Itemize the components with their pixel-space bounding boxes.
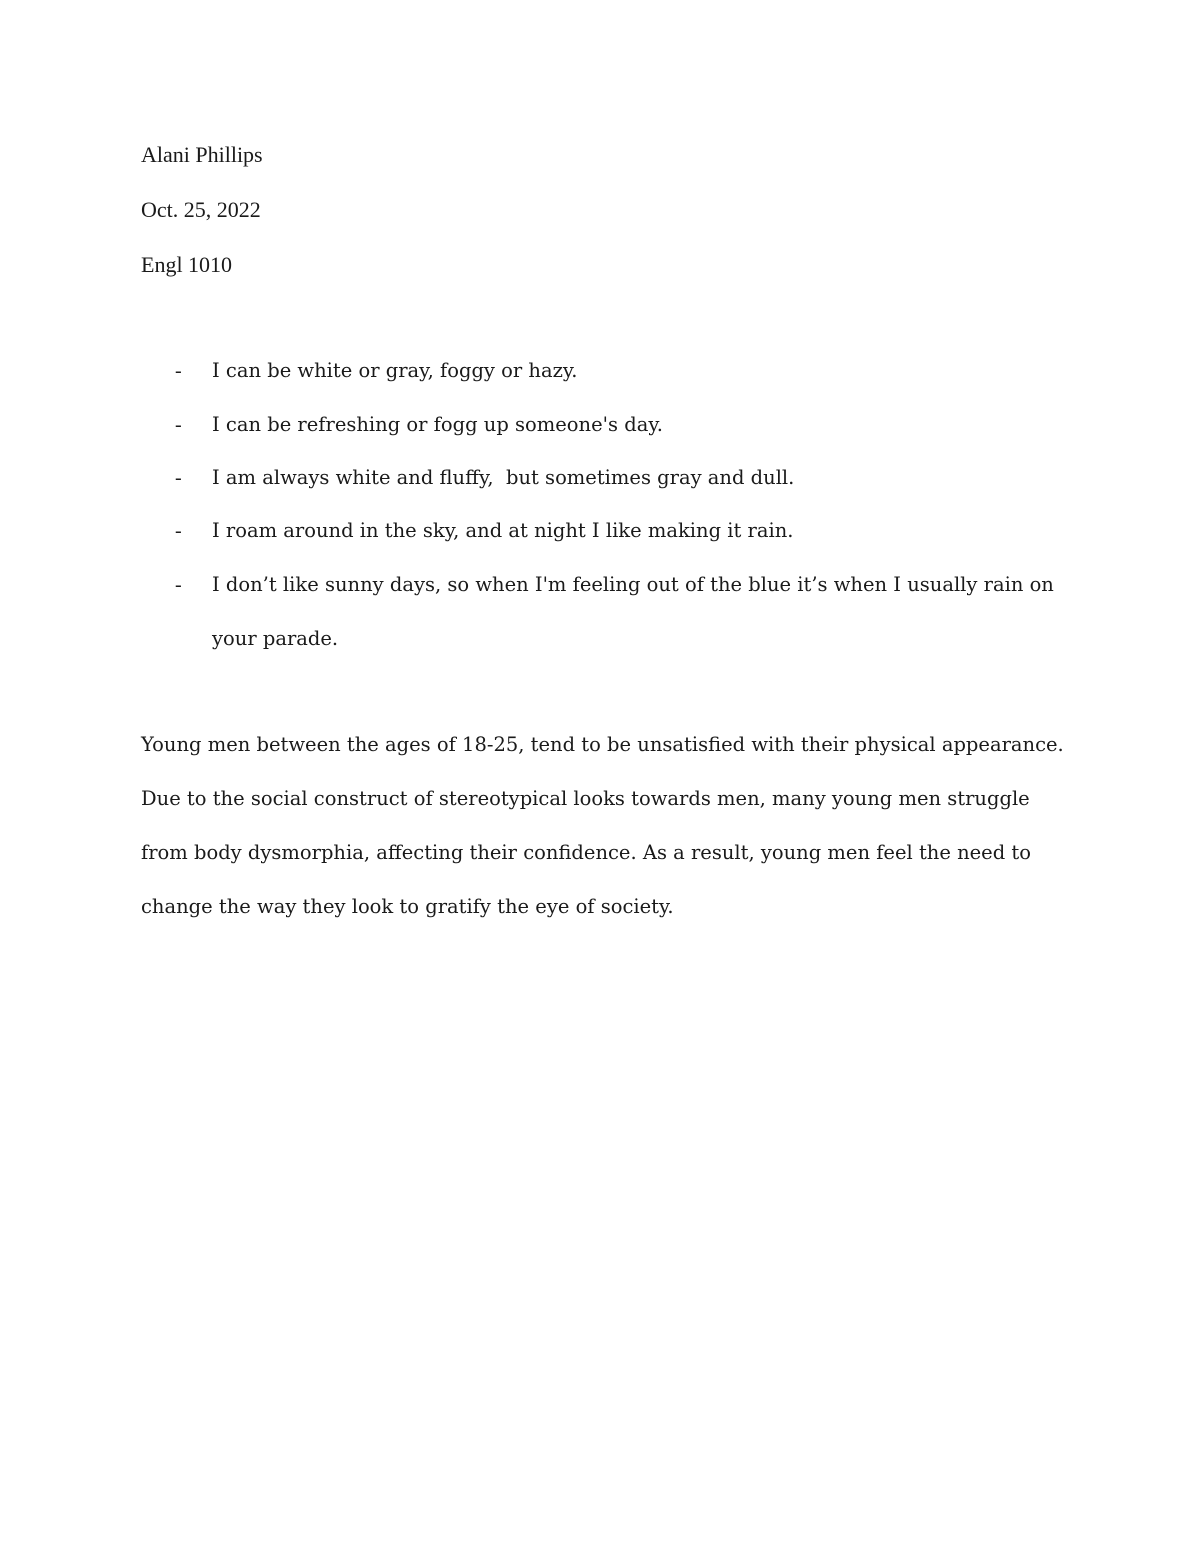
list-item-text: I am always white and fluffy, but sometimes gray and dull. (212, 466, 795, 489)
bullet-dash: - (175, 467, 182, 489)
list-item-text: I don’t like sunny days, so when I'm feeling out of the blue it’s when I usually rain on your parade. (212, 573, 1054, 650)
body-paragraph: Young men between the ages of 18-25, tend to be unsatisfied with their physical appearance. Due to the social construct of stereotypical looks towards men, many young men struggle from body dysmorphia, affecting their confidence. As a result, young men feel the need to change the way they look to gratify the eye of society. (141, 733, 1064, 918)
list-item-text: I roam around in the sky, and at night I like making it rain. (212, 519, 794, 542)
author-name: Alani Phillips (141, 142, 263, 167)
list-item-text: I can be refreshing or fogg up someone's day. (212, 413, 663, 436)
bullet-dash: - (175, 574, 182, 596)
course-name: Engl 1010 (141, 252, 233, 277)
document-date: Oct. 25, 2022 (141, 197, 261, 222)
bullet-dash: - (175, 520, 182, 542)
bullet-dash: - (175, 414, 182, 436)
list-item-text: I can be white or gray, foggy or hazy. (212, 359, 578, 382)
bullet-dash: - (175, 360, 182, 382)
